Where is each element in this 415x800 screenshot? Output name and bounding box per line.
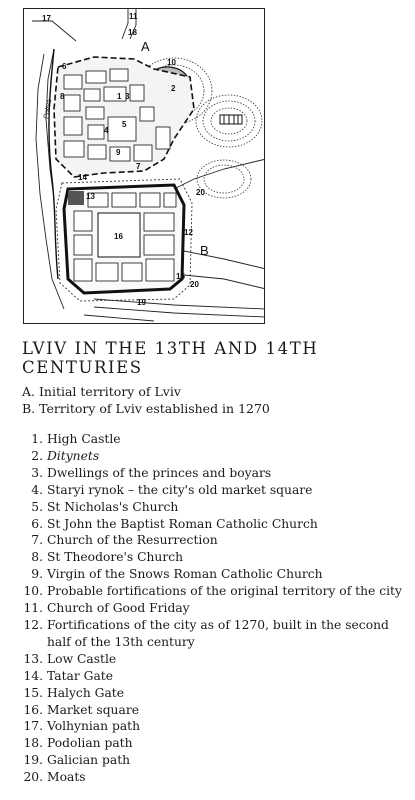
label-16: 16 xyxy=(114,232,123,241)
label-6: 6 xyxy=(62,62,67,71)
territory-b-entry: B. Territory of Lviv established in 1270 xyxy=(22,401,270,416)
legend-item: 18. Podolian path xyxy=(23,736,133,751)
poltva-label: Poltva xyxy=(43,98,54,120)
numbered-legend xyxy=(22,431,407,786)
label-19: 19 xyxy=(137,298,146,307)
legend-item: 9. Virgin of the Snows Roman Catholic Church xyxy=(31,567,323,582)
territory-legend xyxy=(22,384,402,418)
legend-item: 3. Dwellings of the princes and boyars xyxy=(31,465,272,480)
label-2: 2 xyxy=(171,84,176,93)
label-13: 13 xyxy=(86,192,95,201)
label-11: 11 xyxy=(129,12,138,21)
legend-item: 17. Volhynian path xyxy=(23,719,141,734)
legend-item: 20. Moats xyxy=(23,770,86,785)
legend-item: 2. Ditynets xyxy=(31,448,100,463)
label-5: 5 xyxy=(122,120,127,129)
legend-item: 12. Fortifications of the city as of 1270, built in the second half of the 13th century xyxy=(23,617,389,649)
legend-item: 8. St Theodore's Church xyxy=(31,550,184,565)
label-17: 17 xyxy=(42,14,51,23)
map-title: LVIV IN THE 13TH AND 14TH CENTURIES xyxy=(22,339,319,377)
legend-item: 14. Tatar Gate xyxy=(23,668,114,683)
label-territory-b: B xyxy=(200,243,209,258)
label-10: 10 xyxy=(167,58,176,67)
label-3: 3 xyxy=(125,92,130,101)
territory-a-entry: A. Initial territory of Lviv xyxy=(22,384,181,399)
label-territory-a: A xyxy=(141,39,150,54)
legend-item: 1. High Castle xyxy=(31,432,121,446)
legend-item: 10. Probable fortifications of the original territory of the city xyxy=(23,584,402,599)
label-20-bottom: 20 xyxy=(190,280,199,289)
label-18: 18 xyxy=(128,28,137,37)
legend-item: 15. Halych Gate xyxy=(23,685,125,700)
legend-item: 7. Church of the Resurrection xyxy=(31,533,218,548)
legend-item: 19. Galician path xyxy=(23,753,131,768)
label-7: 7 xyxy=(136,162,141,171)
label-20-top: 20 xyxy=(196,188,205,197)
label-12: 12 xyxy=(184,228,193,237)
label-1: 1 xyxy=(117,92,122,101)
label-15: 15 xyxy=(176,272,185,281)
label-9: 9 xyxy=(116,148,121,157)
legend-item: 5. St Nicholas's Church xyxy=(31,499,179,514)
legend-item: 13. Low Castle xyxy=(23,651,117,666)
legend-item: 16. Market square xyxy=(23,702,139,717)
low-castle-icon xyxy=(68,191,84,205)
label-14: 14 xyxy=(78,173,87,182)
legend-item: 4. Staryi rynok – the city's old market square xyxy=(31,482,313,497)
high-castle-icon xyxy=(220,115,242,124)
label-4: 4 xyxy=(104,126,109,135)
legend-item: 6. St John the Baptist Roman Catholic Church xyxy=(31,516,318,531)
label-8: 8 xyxy=(60,92,65,101)
lviv-map xyxy=(23,8,265,324)
legend-item: 11. Church of Good Friday xyxy=(23,601,190,616)
